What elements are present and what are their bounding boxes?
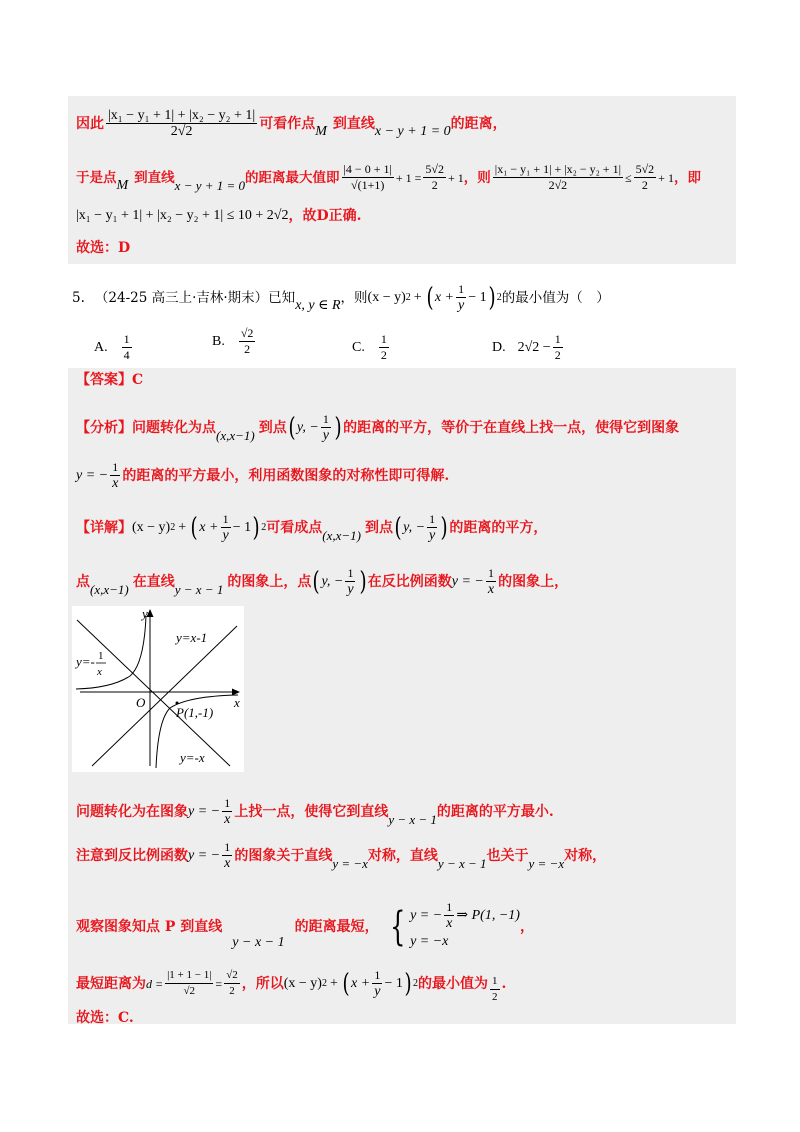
final-answer: 故选：C. <box>76 1010 134 1026</box>
detail-line6: 最短距离为 d = $\frac{|1 + 1 - 1|}{√2}$ = $\frac{√2}{2}$ ，所以 (x − y) 2 + ( x + $\frac{1}{y}$ − 1 ) 2 的最小值为 $\frac{1}{2}$ . <box>76 968 507 1003</box>
function-graph-figure <box>72 606 244 772</box>
question-5: 5. （24-25 高三上·吉林·期末）已知 x, y ∈ R ，则 (x − y) 2 + ( x + $\frac{1}{y}$ − 1 ) 2 的最小值为（ ） <box>72 282 610 313</box>
point-p-label: P(1,-1) <box>176 705 214 720</box>
origin-label: O <box>136 695 146 710</box>
option-c[interactable]: C. $\frac{1}{2}$ <box>352 332 387 362</box>
option-b[interactable]: B. $\frac{√2}{2}$ <box>212 326 254 356</box>
equation-system: { y = − $\frac{1}{x}$ ⇒ P(1, −1) y = −x <box>389 900 520 950</box>
x-axis-label: x <box>234 695 240 710</box>
block1-line1: 因此 $\frac{\text{|x₁ − y₁ + 1| + |x₂ − y₂ + 1|}}{2√2}$ 可看作点 M 到直线 x − y + 1 = 0 的距离， <box>76 108 507 139</box>
detail-line5: 观察图象知点 P 到直线 y − x − 1 的距离最短， { y = − $\frac{1}{x}$ ⇒ P(1, −1) y = −x ， <box>76 900 534 953</box>
curve-label-pre: y=- <box>76 654 95 669</box>
analysis-line1: 【分析】 问题转化为点 (x,x−1) 到点 ( y, − $\frac{1}{y}$ ) 的距离的平方，等价于在直线上找一点，使得它到图象 <box>76 412 680 443</box>
detail-line4: 注意到反比例函数 y = − $\frac{1}{x}$ 的图象关于直线 y = −x 对称，直线 y − x − 1 也关于 y = −x 对称， <box>76 840 607 871</box>
y-axis-label: y <box>142 606 148 621</box>
option-d[interactable]: D. 2√2 − $\frac{1}{2}$ <box>492 332 561 362</box>
fraction: $\frac{\text{|x₁ − y₁ + 1| + |x₂ − y₂ + 1|}}{2√2}$ <box>108 108 256 139</box>
block1-line2: 于是点 M 到直线 x − y + 1 = 0 的距离最大值即 $\frac{|4 - 0 + 1|}{√(1+1)}$ + 1 = $\frac{5√2}{2}$ + 1 ，则 $\frac{\text{|x₁ − y₁ + 1| + |x₂ − y₂ + 1|}}{2√2}$ ≤ $\frac{5√2}{2}$ + 1 ，即 <box>76 162 701 193</box>
answer-line: 【答案】C <box>76 372 144 388</box>
line2-label: y=-x <box>180 750 205 765</box>
curve-label-den: x <box>97 666 102 678</box>
detail-line2: 点 (x,x−1) 在直线 y − x − 1 的图象上，点 ( y, − $\frac{1}{y}$ ) 在反比例函数 y = − $\frac{1}{x}$ 的图象上， <box>76 566 569 597</box>
block1-line3: |x₁ − y₁ + 1| + |x₂ − y₂ + 1| ≤ 10 + 2√2 ，故D正确. <box>76 208 362 224</box>
block1-conclusion: 故选：D <box>76 240 131 256</box>
option-a[interactable]: A. $\frac{1}{4}$ <box>94 332 130 362</box>
curve-label-num: 1 <box>98 650 104 662</box>
detail-line3: 问题转化为在图象 y = − $\frac{1}{x}$ 上找一点，使得它到直线 y − x − 1 的距离的平方最小. <box>76 796 554 827</box>
analysis-line2: y = − $\frac{1}{x}$ 的距离的平方最小，利用函数图象的对称性即可得解. <box>76 460 450 491</box>
detail-line1: 【详解】 (x − y) 2 + ( x + $\frac{1}{y}$ − 1 ) 2 可看成点 (x,x−1) 到点 ( y, − $\frac{1}{y}$ ) 的距离的平方， <box>76 512 548 543</box>
line1-label: y=x-1 <box>176 630 208 645</box>
